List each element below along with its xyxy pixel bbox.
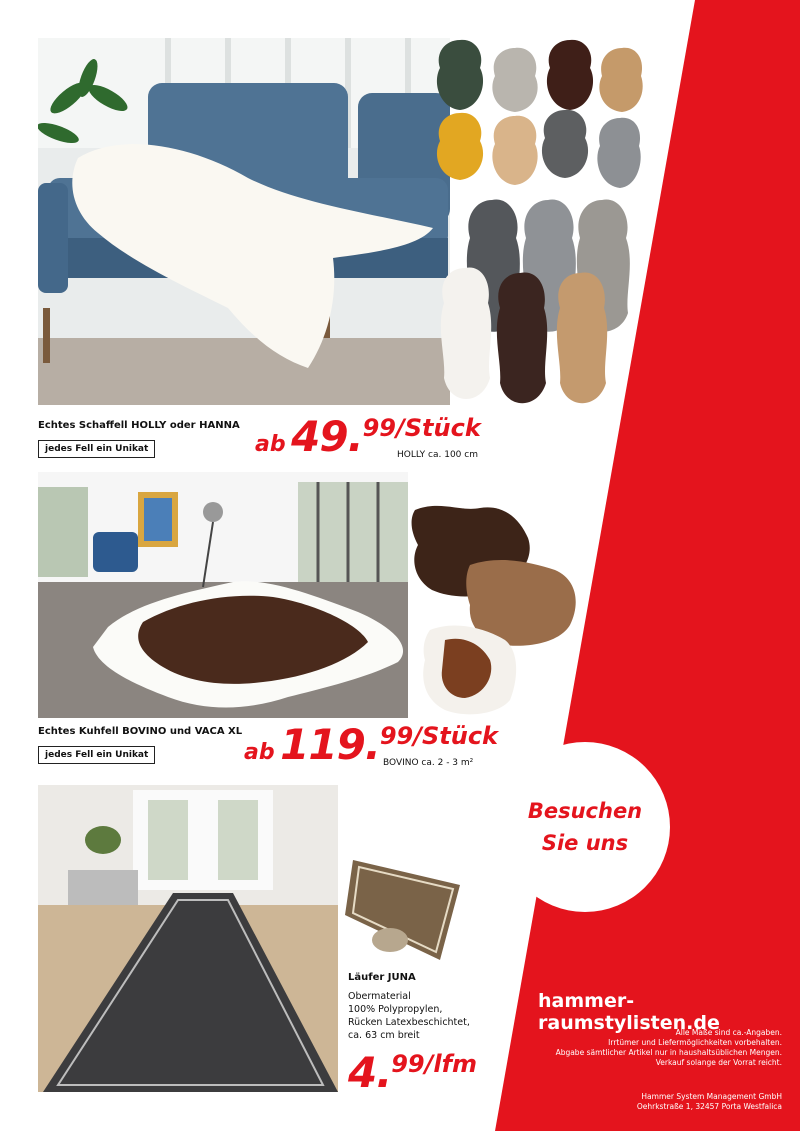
company-name: Hammer System Management GmbH — [641, 1092, 782, 1101]
disclaimer-line: Irrtümer und Liefermöglichkeiten vorbehalten. — [608, 1038, 782, 1047]
section3-description — [348, 990, 470, 1042]
hallway-runner-photo — [38, 785, 338, 1092]
circle-line-1: Besuchen — [527, 799, 643, 823]
desc-line: ca. 63 cm breit — [348, 1030, 420, 1041]
disclaimer — [556, 1028, 782, 1068]
sofa-sheepskin-photo — [38, 38, 450, 405]
price-main: 4. — [348, 1048, 392, 1097]
company-address — [637, 1092, 782, 1112]
rolled-runner-image — [345, 855, 465, 965]
price-cents: 99/Stück — [379, 722, 499, 750]
desc-line: 100% Polypropylen, — [348, 1004, 443, 1015]
disclaimer-line: Abgabe sämtlicher Artikel nur in haushaltsüblichen Mengen. — [555, 1048, 782, 1057]
disclaimer-line: Alle Maße sind ca.-Angaben. — [675, 1028, 782, 1037]
price-cents: 99/lfm — [391, 1050, 478, 1078]
circle-line-2: Sie uns — [541, 831, 629, 855]
company-street: Oehrkstraße 1, 32457 Porta Westfalica — [636, 1102, 782, 1111]
desc-line: Obermaterial — [348, 991, 411, 1002]
section2-size-note: BOVINO ca. 2 - 3 m² — [383, 758, 474, 768]
price-prefix: ab — [255, 432, 286, 457]
section2-title: Echtes Kuhfell BOVINO und VACA XL — [38, 726, 243, 737]
sheepskin-variants-image — [430, 38, 645, 410]
price-main: 49. — [291, 412, 363, 461]
visit-us-circle — [500, 742, 670, 912]
section1-title: Echtes Schaffell HOLLY oder HANNA — [38, 420, 240, 431]
price-main: 119. — [280, 720, 380, 769]
section2-unique-badge: jedes Fell ein Unikat — [38, 746, 155, 764]
cowhide-variants-image — [410, 500, 580, 720]
cowhide-room-photo — [38, 472, 408, 718]
section1-unique-badge: jedes Fell ein Unikat — [38, 440, 155, 458]
price-prefix: ab — [244, 740, 275, 765]
disclaimer-line: Verkauf solange der Vorrat reicht. — [655, 1058, 782, 1067]
desc-line: Rücken Latexbeschichtet, — [348, 1017, 470, 1028]
price-cents: 99/Stück — [362, 414, 481, 442]
section1-size-note: HOLLY ca. 100 cm — [397, 450, 478, 460]
website-url[interactable]: hammer-raumstylisten.de — [538, 990, 720, 1034]
section3-title: Läufer JUNA — [348, 972, 416, 983]
section3-price — [348, 1048, 477, 1097]
